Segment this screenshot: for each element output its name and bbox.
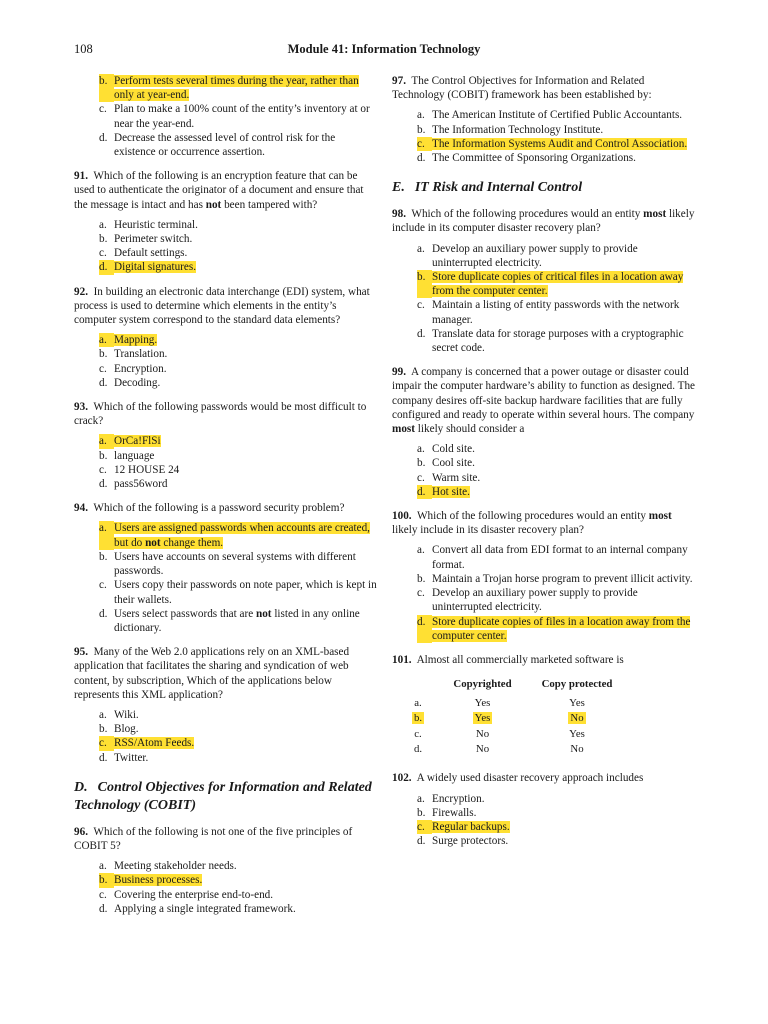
question-94: 94. Which of the following is a password security problem?: [74, 502, 345, 515]
option-b: b. Perimeter switch.: [99, 233, 193, 246]
option-c: c. Warm site.: [417, 471, 481, 484]
question-99: 99. A company is concerned that a power outage or disaster could impair the computer hardware’s ability to function as designed. The company desires off-site backup hardware facilities that are fully configured and ready to operate within several hours. The company most likely should consider a: [392, 366, 696, 436]
q94-options: [74, 521, 378, 635]
option-a: a. Encryption.: [417, 792, 485, 805]
table-row: d. No No: [413, 743, 584, 756]
option-a: a. The American Institute of Certified Public Accountants.: [417, 109, 683, 122]
question-101: 101. Almost all commercially marketed software is: [392, 653, 624, 666]
table-row-answer: b. Yes No: [413, 712, 584, 725]
q95-options: [74, 708, 378, 765]
running-title: Module 41: Information Technology: [287, 42, 481, 56]
option-d: d. Twitter.: [99, 751, 149, 764]
section-e-heading: E. IT Risk and Internal Control: [392, 180, 583, 196]
option-b: b. Perform tests several times during the year, rather than only at year-end.: [99, 75, 359, 102]
option-c: c. 12 HOUSE 24: [99, 463, 180, 476]
option-a-answer: a. Mapping.: [99, 334, 158, 347]
option-c: c. Develop an auxiliary power supply to provide uninterrupted electricity.: [417, 587, 638, 614]
option-c: c. Default settings.: [99, 247, 188, 260]
q91-options: [74, 218, 378, 275]
option-a: a. Wiki.: [99, 708, 139, 721]
option-c: c. Encryption.: [99, 362, 167, 375]
table-row: a. Yes Yes: [414, 696, 585, 709]
option-d: d. The Committee of Sponsoring Organizations.: [417, 152, 636, 165]
option-c-answer: c. The Information Systems Audit and Control Association.: [417, 137, 688, 150]
left-column: [74, 74, 378, 926]
option-b-answer: b. Store duplicate copies of critical files in a location away from the computer center.: [417, 271, 684, 298]
q98-options: [392, 242, 696, 356]
option-d: d. Applying a single integrated framework.: [99, 902, 296, 915]
question-95: 95. Many of the Web 2.0 applications rely on an XML-based application that facilitates the sharing and syndication of web content, by subscription, Which of the applications below represents this XML application?: [74, 646, 350, 701]
option-b: b. Blog.: [99, 723, 139, 736]
option-a: a. Heuristic terminal.: [99, 218, 198, 231]
question-91: 91. Which of the following is an encryption feature that can be used to authenticate the originator of a document and ensure that the message is intact and has not been tampered with?: [74, 170, 364, 211]
question-97: 97. The Control Objectives for Information and Related Technology (COBIT) framework has been established by:: [392, 75, 652, 102]
option-d-answer: d. Store duplicate copies of files in a location away from the computer center.: [417, 615, 691, 642]
option-a: a. Convert all data from EDI format to an internal company format.: [417, 544, 688, 571]
option-a: a. Cold site.: [417, 443, 475, 456]
option-d-answer: d. Digital signatures.: [99, 261, 197, 274]
option-b: b. language: [99, 449, 155, 462]
right-column: [392, 74, 696, 858]
option-a: a. Develop an auxiliary power supply to provide uninterrupted electricity.: [417, 242, 638, 269]
q96-options: [74, 859, 378, 916]
option-b-answer: b. Business processes.: [99, 874, 203, 887]
option-d: d. Surge protectors.: [417, 835, 509, 848]
option-c-answer: c. RSS/Atom Feeds.: [99, 737, 195, 750]
q99-options: [392, 442, 696, 499]
question-93: 93. Which of the following passwords would be most difficult to crack?: [74, 401, 367, 428]
option-a-answer: a. Users are assigned passwords when accounts are created, but do not change them.: [99, 522, 370, 549]
option-d: d. Translate data for storage purposes with a cryptographic secret code.: [417, 327, 684, 355]
question-100: 100. Which of the following procedures would an entity most likely include in its disaster recovery plan?: [392, 510, 672, 537]
question-98: 98. Which of the following procedures would an entity most likely include in its computer disaster recovery plan?: [392, 208, 695, 235]
option-c-answer: c. Regular backups.: [417, 820, 510, 833]
option-d: d. Users select passwords that are not listed in any online dictionary.: [99, 607, 360, 634]
q93-options: [74, 434, 378, 491]
option-c: c. Maintain a listing of entity passwords with the network manager.: [417, 299, 680, 326]
option-b: b. Users have accounts on several systems with different passwords.: [99, 550, 356, 578]
option-d: d. pass56word: [99, 478, 168, 491]
option-a: a. Meeting stakeholder needs.: [99, 860, 237, 873]
q100-options: [392, 543, 696, 642]
option-c: c. Users copy their passwords on note paper, which is kept in their wallets.: [99, 579, 377, 606]
option-d-answer: d. Hot site.: [417, 485, 470, 498]
option-c: c. Plan to make a 100% count of the entity’s inventory at or near the year-end.: [99, 103, 370, 130]
option-c: c. Covering the enterprise end-to-end.: [99, 888, 274, 901]
option-a-answer: a. OrCa!FlSi: [99, 435, 161, 448]
option-b: b. Firewalls.: [417, 806, 477, 819]
question-92: 92. In building an electronic data interchange (EDI) system, what process is used to determine which elements in the entity’s computer system correspond to the standard data elements?: [74, 285, 370, 327]
column-header-copy-protected: Copy protected: [541, 678, 613, 691]
column-header-copyrighted: Copyrighted: [453, 678, 512, 691]
q102-options: [392, 792, 696, 849]
section-d-heading: D. Control Objectives for Information and Related Technology (COBIT): [74, 779, 372, 813]
question-102: 102. A widely used disaster recovery approach includes: [392, 772, 644, 785]
question-96: 96. Which of the following is not one of the five principles of COBIT 5?: [74, 825, 353, 852]
q101-answer-table: [392, 677, 633, 757]
option-b: b. Translation.: [99, 348, 168, 361]
option-d: d. Decoding.: [99, 376, 161, 389]
option-b: b. Maintain a Trojan horse program to prevent illicit activity.: [417, 572, 693, 585]
option-b: b. The Information Technology Institute.: [417, 123, 604, 136]
q97-options: [392, 108, 696, 165]
q90-continued-options: [74, 74, 378, 159]
page-number: 108: [74, 42, 93, 56]
q92-options: [74, 333, 378, 390]
option-b: b. Cool site.: [417, 457, 475, 470]
option-d: d. Decrease the assessed level of control risk for the existence or occurrence assertion.: [99, 131, 336, 159]
table-row: c. No Yes: [414, 727, 585, 740]
page-header: [74, 42, 694, 60]
